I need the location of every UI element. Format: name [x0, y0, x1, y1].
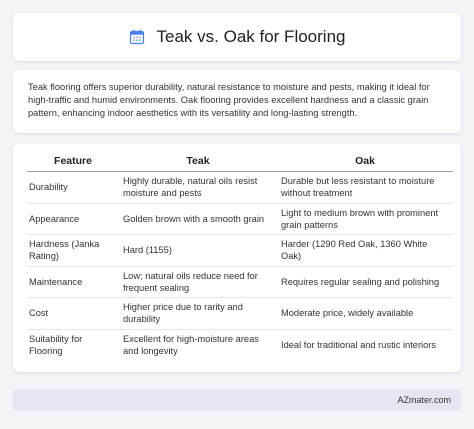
comparison-table-card — [13, 144, 461, 372]
row-teak: Excellent for high-moisture areas and longevity — [123, 333, 259, 356]
intro-paragraph: Teak flooring offers superior durability, natural resistance to moisture and pests, making it ideal for high-traffic and humid environments. Oak flooring provides excellent hardness and a classic grain pattern, enhancing indoor aesthetics with its versatility and long-lasting strength. — [28, 82, 430, 119]
row-feature: Durability — [27, 172, 119, 204]
row-feature: Maintenance — [27, 266, 119, 298]
row-feature: Hardness (Janka Rating) — [27, 235, 119, 267]
page-title: Teak vs. Oak for Flooring — [156, 27, 346, 46]
footer-brand-link[interactable]: AZmater.com — [397, 395, 451, 405]
row-oak: Durable but less resistant to moisture without treatment — [277, 172, 453, 204]
row-teak: Low; natural oils reduce need for frequent sealing — [119, 266, 277, 298]
row-feature: Suitability for Flooring — [29, 333, 83, 356]
row-oak: Requires regular sealing and polishing — [277, 266, 453, 298]
intro-card — [13, 70, 461, 133]
table-row — [27, 329, 453, 361]
title-wrap — [129, 27, 346, 47]
row-teak: Golden brown with a smooth grain — [119, 203, 277, 235]
calendar-icon — [129, 29, 145, 45]
row-feature: Appearance — [27, 203, 119, 235]
header-oak: Oak — [277, 150, 453, 172]
header-teak: Teak — [119, 150, 277, 172]
table-row — [27, 203, 453, 235]
row-teak: Hard (1155) — [119, 235, 277, 267]
table-row — [27, 298, 453, 330]
table-row — [27, 235, 453, 267]
header-feature: Feature — [27, 150, 119, 172]
row-oak: Light to medium brown with prominent grain patterns — [277, 203, 453, 235]
row-oak: Ideal for traditional and rustic interiors — [281, 339, 437, 350]
row-oak: Harder (1290 Red Oak, 1360 White Oak) — [277, 235, 453, 267]
row-oak: Moderate price, widely available — [277, 298, 453, 330]
row-teak: Highly durable, natural oils resist moisture and pests — [119, 172, 277, 204]
table-row — [27, 172, 453, 204]
comparison-table — [27, 150, 453, 361]
row-feature: Cost — [27, 298, 119, 330]
table-header-row — [27, 150, 453, 172]
footer-bar — [13, 389, 461, 411]
title-card — [13, 13, 461, 61]
table-row — [27, 266, 453, 298]
row-teak: Higher price due to rarity and durability — [119, 298, 277, 330]
